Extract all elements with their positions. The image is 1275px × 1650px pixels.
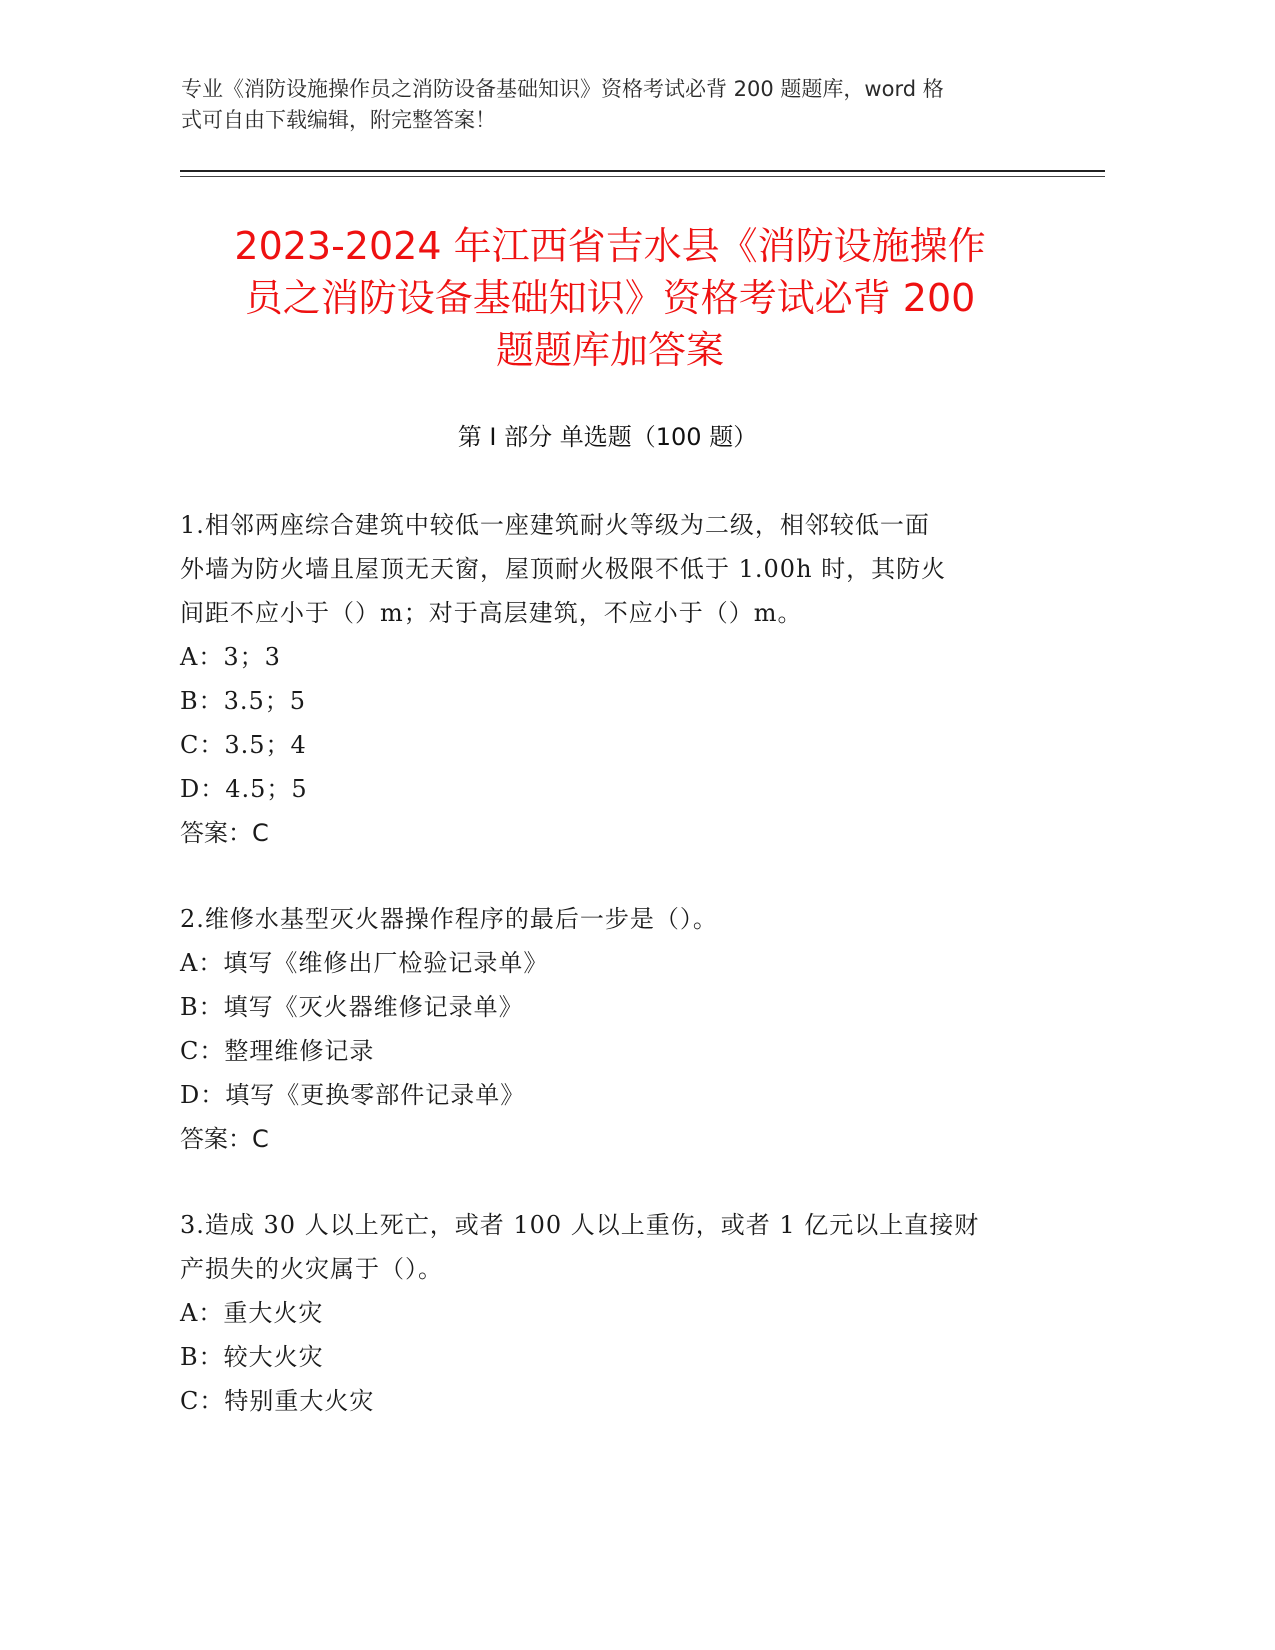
- option-c: C：3.5；4: [180, 731, 307, 759]
- header-note: [181, 74, 1041, 136]
- answer-line: 答案：C: [180, 1125, 269, 1153]
- question-item: [180, 503, 1040, 855]
- option-d: D：4.5；5: [180, 775, 308, 803]
- answer-line: 答案：C: [180, 819, 269, 847]
- option-c: C：整理维修记录: [180, 1037, 375, 1065]
- header-note-line: 式可自由下载编辑，附完整答案！: [181, 108, 496, 132]
- option-a: A：重大火灾: [180, 1299, 324, 1327]
- question-stem-line: 外墙为防火墙且屋顶无天窗，屋顶耐火极限不低于 1.00h 时，其防火: [180, 555, 947, 583]
- question-stem-line: 3.造成 30 人以上死亡，或者 100 人以上重伤，或者 1 亿元以上直接财: [180, 1211, 980, 1239]
- question-item: [180, 1203, 1040, 1423]
- question-stem-line: 1.相邻两座综合建筑中较低一座建筑耐火等级为二级，相邻较低一面: [180, 511, 930, 539]
- header-divider-thick: [180, 170, 1105, 172]
- title-line: 员之消防设备基础知识》资格考试必背 200: [244, 276, 976, 320]
- question-stem-line: 间距不应小于（）m；对于高层建筑，不应小于（）m。: [180, 599, 803, 627]
- header-divider-thin: [180, 176, 1105, 177]
- option-a: A：3；3: [180, 643, 281, 671]
- question-stem-line: 产损失的火灾属于（）。: [180, 1255, 443, 1283]
- option-b: B：填写《灭火器维修记录单》: [180, 993, 524, 1021]
- document-title: [160, 220, 1060, 376]
- option-c: C：特别重大火灾: [180, 1387, 375, 1415]
- option-a: A：填写《维修出厂检验记录单》: [180, 949, 549, 977]
- option-b: B：较大火灾: [180, 1343, 324, 1371]
- title-line: 2023-2024 年江西省吉水县《消防设施操作: [234, 224, 986, 268]
- question-list: [180, 503, 1040, 1465]
- header-note-line: 专业《消防设施操作员之消防设备基础知识》资格考试必背 200 题题库，word 格: [181, 77, 944, 101]
- section-heading: 第 I 部分 单选题（100 题）: [457, 423, 758, 451]
- question-item: [180, 897, 1040, 1161]
- title-line: 题题库加答案: [495, 328, 724, 372]
- option-d: D：填写《更换零部件记录单》: [180, 1081, 526, 1109]
- question-stem-line: 2.维修水基型灭火器操作程序的最后一步是（）。: [180, 905, 718, 933]
- option-b: B：3.5；5: [180, 687, 307, 715]
